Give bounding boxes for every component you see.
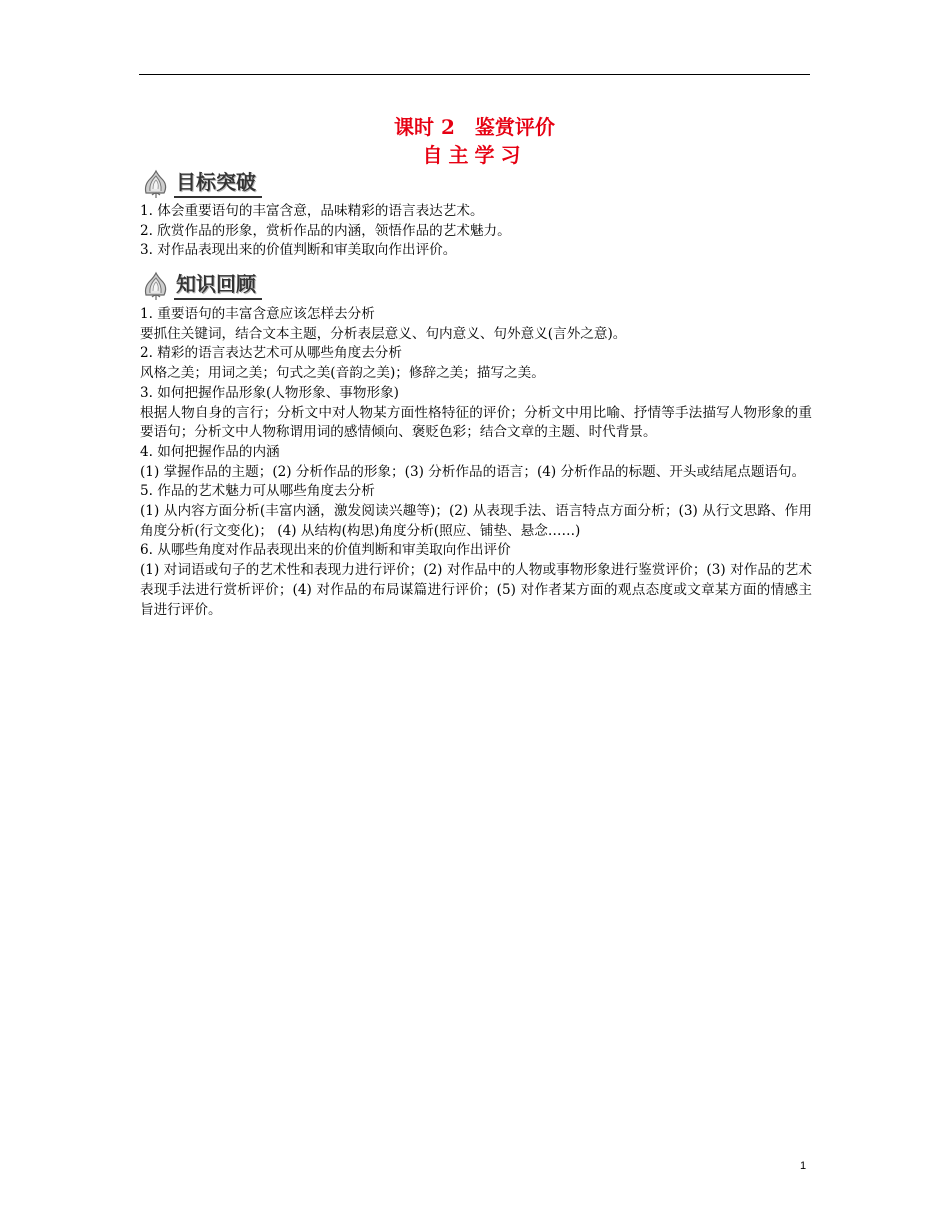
header-rule [139,74,810,75]
review-question: 4. 如何把握作品的内涵 [140,443,280,460]
section-title: 自主学习 [422,143,527,167]
review-question: 1. 重要语句的丰富含意应该怎样去分析 [140,306,375,322]
review-answer: (1) 对词语或句子的艺术性和表现力进行评价；(2) 对作品中的人物或事物形象进行鉴赏评价；(3) 对作品的艺术表现手法进行赏析评价；(4) 对作品的布局谋篇进行评价；(5) 对作者某方面的观点态度或文章某方面的情感主旨进行评价。 [140,562,812,618]
goal-item: 1. 体会重要语句的丰富含意，品味精彩的语言表达艺术。 [140,203,484,219]
flower-bud-icon [140,167,172,199]
review-heading [140,268,262,302]
page-number: 1 [800,1160,807,1172]
goals-list [140,202,812,261]
goal-item: 3. 对作品表现出来的价值判断和审美取向作出评价。 [140,242,457,259]
review-question: 3. 如何把握作品形象(人物形象、事物形象) [140,384,399,401]
title-block [139,113,810,169]
review-answer: 根据人物自身的言行；分析文中对人物某方面性格特征的评价；分析文中用比喻、抒情等手法描写人物形象的重要语句；分析文中人物称谓用词的感情倾向、褒贬色彩；结合文章的主题、时代背景。 [140,404,812,441]
review-question: 6. 从哪些角度对作品表现出来的价值判断和审美取向作出评价 [140,542,511,559]
flower-bud-icon [140,269,172,301]
review-answer: (1) 从内容方面分析(丰富内涵，激发阅读兴趣等)；(2) 从表现手法、语言特点方面分析；(3) 从行文思路、作用角度分析(行文变化)； (4) 从结构(构思)角度分析(照应、铺垫、悬念……) [140,503,812,539]
lesson-title: 课时 2 鉴赏评价 [394,115,555,139]
goals-heading-label: 目标突破 [174,169,262,198]
review-answer: 要抓住关键词，结合文本主题，分析表层意义、句内意义、句外意义(言外之意)。 [140,325,627,342]
review-question: 2. 精彩的语言表达艺术可从哪些角度去分析 [140,345,402,362]
review-answer: 风格之美；用词之美；句式之美(音韵之美)；修辞之美；描写之美。 [140,365,545,382]
review-question: 5. 作品的艺术魅力可从哪些角度去分析 [140,483,375,500]
review-list [140,305,812,620]
review-answer: (1) 掌握作品的主题；(2) 分析作品的形象；(3) 分析作品的语言；(4) 分析作品的标题、开头或结尾点题语句。 [140,463,806,480]
review-heading-label: 知识回顾 [174,271,262,300]
goals-heading [140,166,262,200]
goal-item: 2. 欣赏作品的形象，赏析作品的内涵，领悟作品的艺术魅力。 [140,222,511,239]
